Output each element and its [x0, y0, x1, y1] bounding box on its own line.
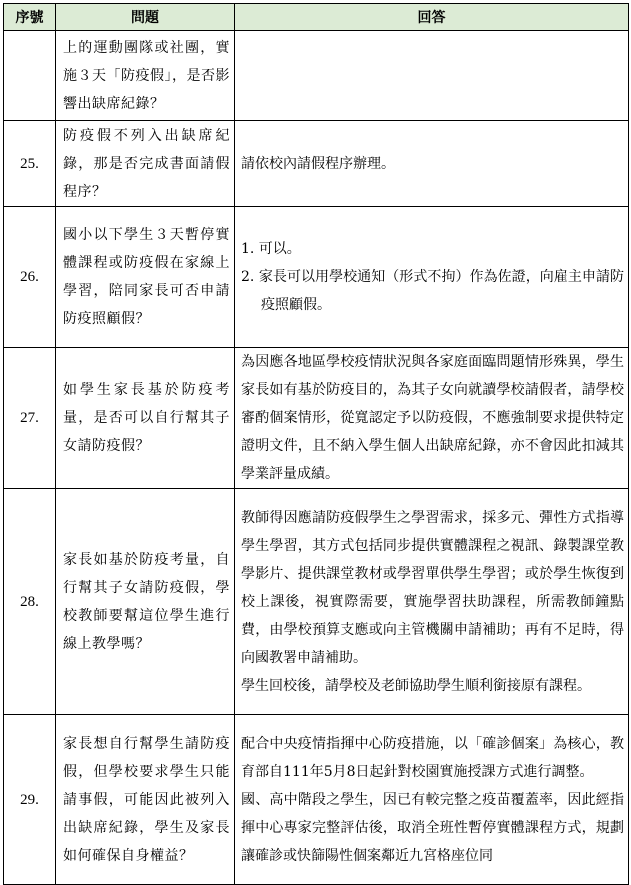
row-number: 27. [4, 348, 56, 489]
answer-paragraph: 請依校內請假程序辦理。 [241, 155, 395, 172]
faq-table [3, 3, 629, 885]
answer-paragraph: 國、高中階段之學生，因已有較完整之疫苗覆蓋率，因此經指揮中心專家完整評估後，取消全班性暫停實體課程方式，規劃讓確診或快篩陽性個案鄰近九宮格座位同 [241, 791, 624, 864]
answer-cell [235, 121, 629, 207]
table-row [4, 207, 629, 348]
table-row [4, 715, 629, 885]
answer-list-item: 1. 可以。 [241, 241, 301, 257]
answer-list-item: 2. 家長可以用學校通知（形式不拘）作為佐證，向雇主申請防疫照顧假。 [241, 269, 624, 313]
question-cell: 家長想自行幫學生請防疫假，但學校要求學生只能請事假，可能因此被列入出缺席紀錄，學生及家長如何確保自身權益？ [56, 715, 235, 885]
question-cell: 國小以下學生３天暫停實體課程或防疫假在家線上學習，陪同家長可否申請防疫照顧假？ [56, 207, 235, 348]
header-answer: 回答 [235, 4, 629, 31]
question-cell: 如學生家長基於防疫考量，是否可以自行幫其子女請防疫假？ [56, 348, 235, 489]
answer-paragraph: 學生回校後，請學校及老師協助學生順利銜接原有課程。 [241, 677, 591, 694]
answer-paragraph: 為因應各地區學校疫情狀況與各家庭面臨問題情形殊異，學生家長如有基於防疫目的，為其子女向就讀學校請假者，請學校審酌個案情形，從寬認定予以防疫假，不應強制要求提供特定證明文件，且不納入學生個人出缺席紀錄，亦不會因此扣減其學業評量成績。 [241, 354, 624, 482]
table-row [4, 31, 629, 121]
answer-paragraph: 配合中央疫情指揮中心防疫措施，以「確診個案」為核心，教育部自111年5月8日起針對校園實施授課方式進行調整。 [241, 735, 624, 780]
header-question: 問題 [56, 4, 235, 31]
answer-cell [235, 207, 629, 348]
header-row [4, 4, 629, 31]
question-cell: 防疫假不列入出缺席紀錄，那是否完成書面請假程序？ [56, 121, 235, 207]
table-row [4, 489, 629, 715]
row-number [4, 31, 56, 121]
answer-paragraph: 教師得因應請防疫假學生之學習需求，採多元、彈性方式指導學生學習，其方式包括同步提供實體課程之視訊、錄製課堂教學影片、提供課堂教材或學習單供學生學習；或於學生恢復到校上課後，視實際需要，實施學習扶助課程，所需教師鐘點費，由學校預算支應或向主管機關申請補助；再有不足時，得向國教署申請補助。 [241, 509, 624, 666]
row-number: 28. [4, 489, 56, 715]
row-number: 29. [4, 715, 56, 885]
answer-cell [235, 348, 629, 489]
question-cell: 上的運動團隊或社團，實施３天「防疫假」，是否影響出缺席紀錄？ [56, 31, 235, 121]
answer-list [241, 235, 624, 319]
question-cell: 家長如基於防疫考量，自行幫其子女請防疫假，學校教師要幫這位學生進行線上教學嗎？ [56, 489, 235, 715]
row-number: 25. [4, 121, 56, 207]
answer-cell [235, 31, 629, 121]
answer-cell [235, 715, 629, 885]
table-row [4, 348, 629, 489]
row-number: 26. [4, 207, 56, 348]
table-row [4, 121, 629, 207]
header-num: 序號 [4, 4, 56, 31]
answer-cell [235, 489, 629, 715]
